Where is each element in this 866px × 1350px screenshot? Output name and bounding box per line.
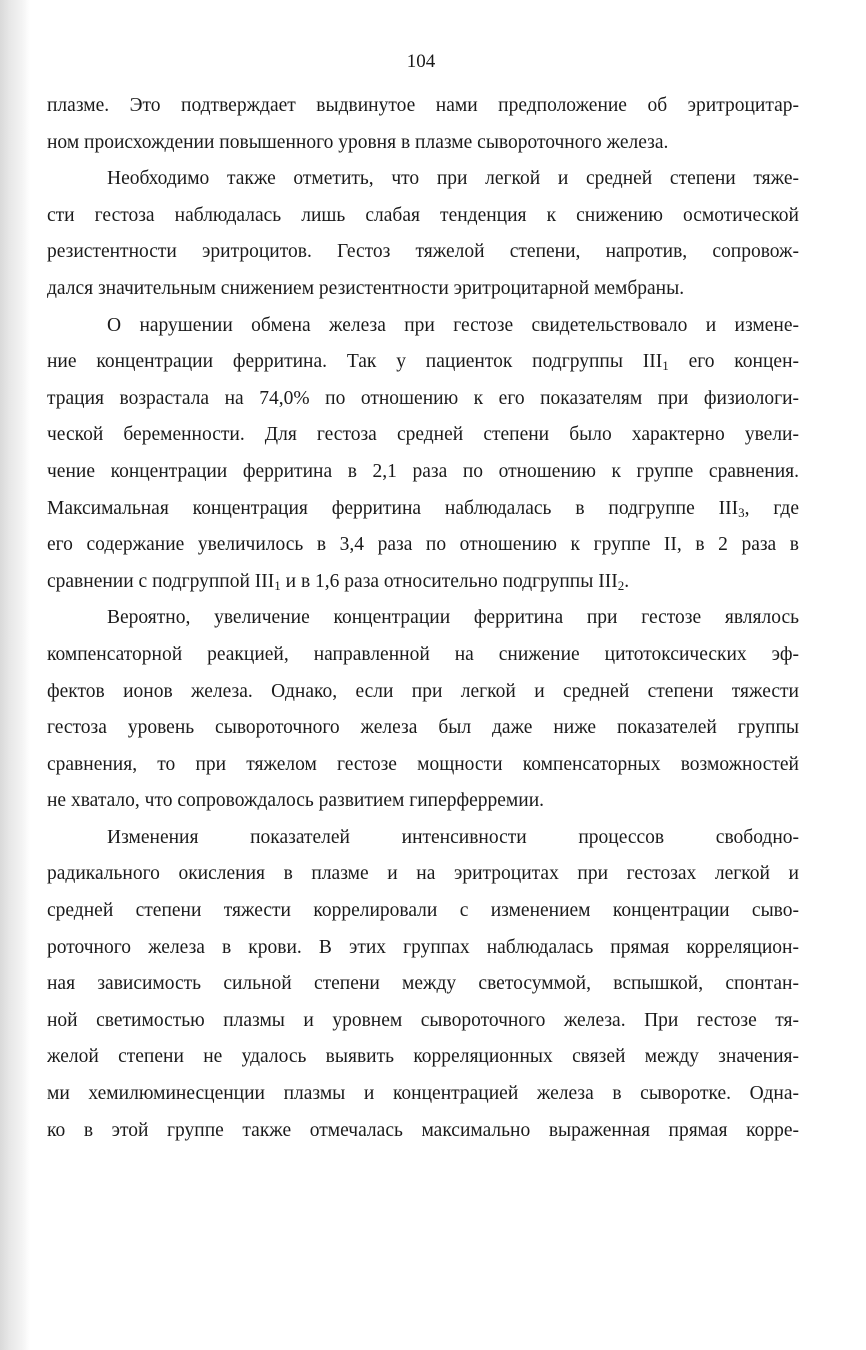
text-line: О нарушении обмена железа при гестозе свидетельствовало и измене- — [107, 314, 799, 336]
text-line: трация возрастала на 74,0% по отношению к его показателям при физиологи- — [47, 387, 799, 409]
body-text — [47, 88, 799, 1149]
text-line: плазме. Это подтверждает выдвинутое нами предположение об эритроцитар- — [47, 95, 799, 116]
text-line: Изменения показателей интенсивности процессов свободно- — [107, 826, 799, 848]
text-line: ческой беременности. Для гестоза средней степени было характерно увели- — [47, 424, 799, 446]
text-line: ной светимостью плазмы и уровнем сывороточного железа. При гестозе тя- — [47, 1009, 799, 1031]
text-line: роточного железа в крови. В этих группах наблюдалась прямая корреляцион- — [47, 936, 799, 958]
text-line: радикального окисления в плазме и на эритроцитах при гестозах легкой и — [47, 863, 799, 885]
page-number: 104 — [406, 51, 436, 72]
text-line: желой степени не удалось выявить корреляционных связей между значения- — [47, 1046, 799, 1068]
text-line: гестоза уровень сывороточного железа был даже ниже показателей группы — [47, 717, 799, 739]
text-line: ко в этой группе также отмечалась максимально выраженная прямая корре- — [47, 1119, 799, 1141]
text-line: фектов ионов железа. Однако, если при легкой и средней степени тяжести — [47, 680, 799, 702]
text-line: сти гестоза наблюдалась лишь слабая тенденция к снижению осмотической — [47, 204, 799, 226]
text-line: сравнения, то при тяжелом гестозе мощности компенсаторных возможностей — [47, 753, 799, 775]
text-line: сравнении с подгруппой $III_1$ и в 1,6 раза относительно подгруппы $III_2$. — [47, 570, 630, 593]
text-line: ная зависимость сильной степени между светосуммой, вспышкой, спонтан- — [47, 973, 799, 995]
text-line: Необходимо также отметить, что при легкой и средней степени тяже- — [107, 168, 799, 190]
scan-shadow-edge — [0, 0, 30, 1350]
text-line: средней степени тяжести коррелировали с изменением концентрации сыво- — [47, 900, 799, 922]
text-line: резистентности эритроцитов. Гестоз тяжелой степени, напротив, сопровож- — [47, 241, 799, 263]
text-line: не хватало, что сопровождалось развитием гиперферремии. — [47, 790, 545, 812]
text-line: дался значительным снижением резистентности эритроцитарной мембраны. — [47, 277, 685, 299]
text-line: его содержание увеличилось в 3,4 раза по отношению к группе II, в 2 раза в — [47, 534, 799, 556]
text-line: ми хемилюминесценции плазмы и концентрацией железа в сыворотке. Одна- — [47, 1083, 799, 1105]
text-line: ном происхождении повышенного уровня в плазме сывороточного железа. — [47, 131, 669, 153]
text-line: чение концентрации ферритина в 2,1 раза по отношению к группе сравнения. — [47, 460, 799, 482]
text-line: ние концентрации ферритина. Так у пациенток подгруппы $III_1$ его концен- — [47, 351, 799, 374]
text-line: компенсаторной реакцией, направленной на снижение цитотоксических эф- — [47, 643, 799, 665]
text-line: Максимальная концентрация ферритина наблюдалась в подгруппе $III_3$, где — [47, 497, 799, 520]
text-line: Вероятно, увеличение концентрации ферритина при гестозе являлось — [107, 607, 799, 629]
